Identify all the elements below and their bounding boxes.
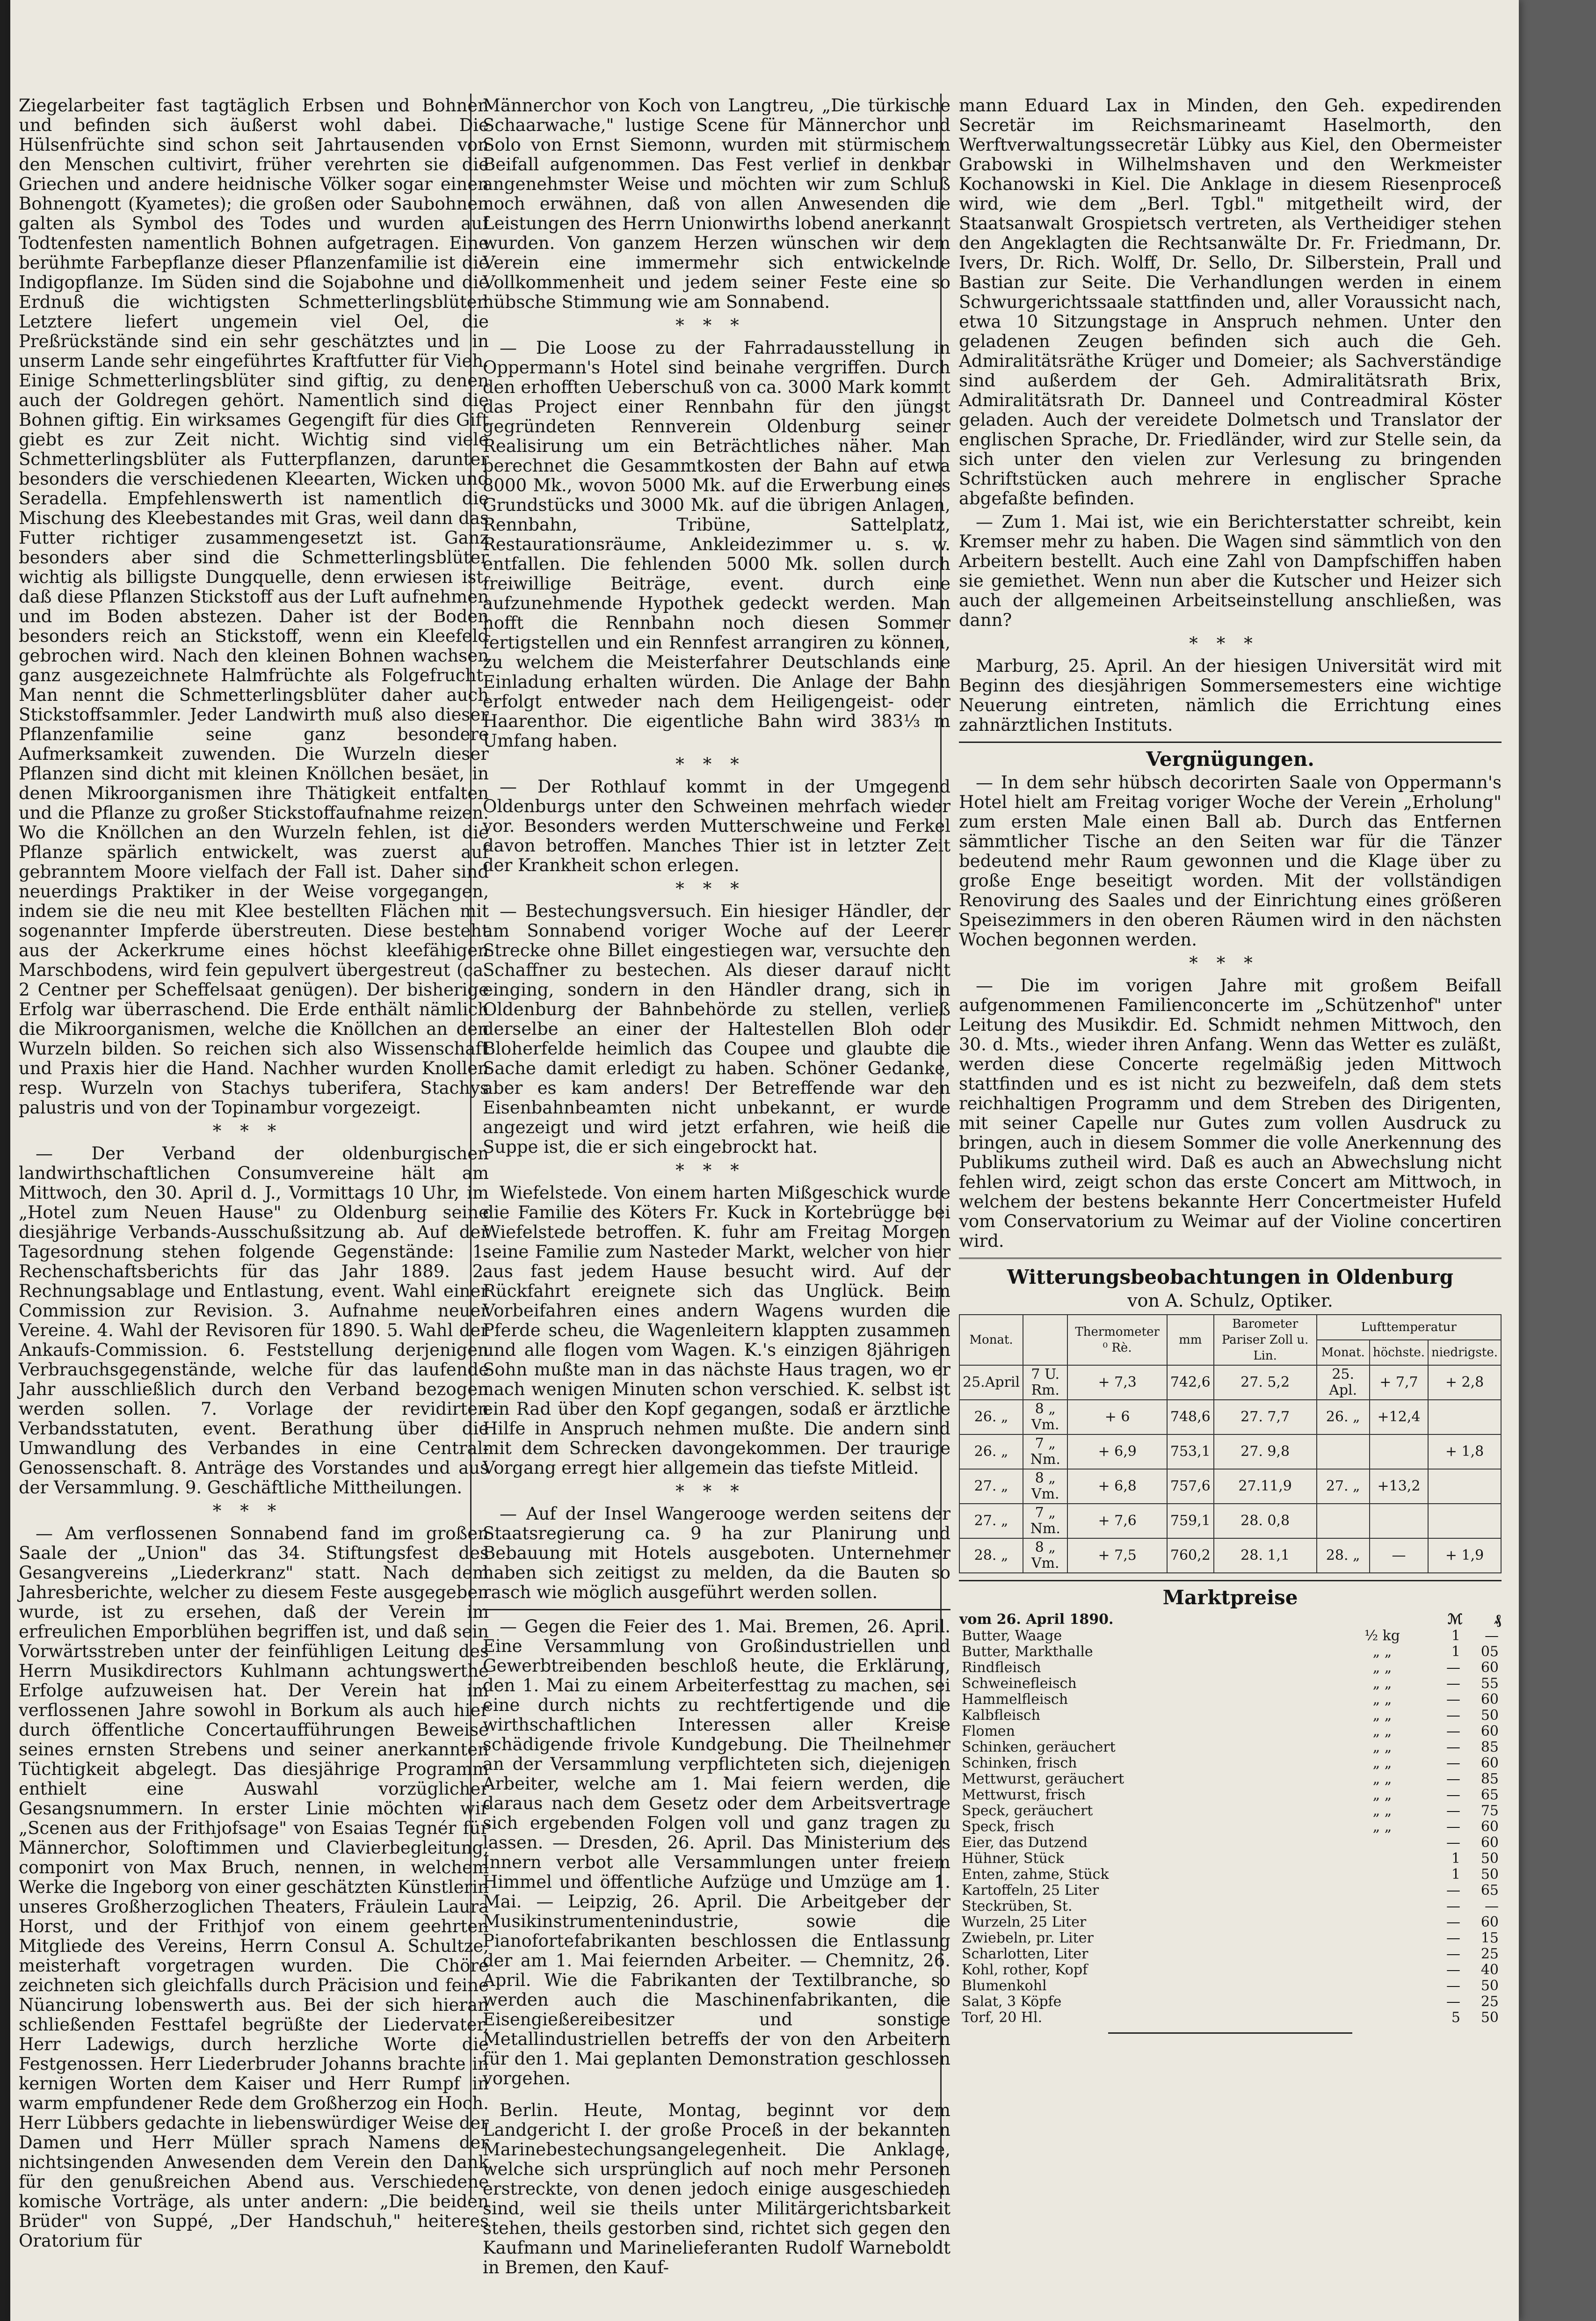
price-item: Kalbfleisch	[962, 1707, 1040, 1724]
separator-stars: ***	[675, 754, 758, 774]
separator-stars: ***	[675, 1160, 758, 1180]
price-item: Hühner, Stück	[962, 1850, 1064, 1867]
weather-cell: + 7,7	[1370, 1365, 1428, 1400]
weather-header-thermometer: Thermometer ⁰ Rè.	[1067, 1315, 1167, 1365]
weather-cell: 8 „ Vm.	[1023, 1538, 1067, 1573]
weather-cell: + 6	[1067, 1400, 1167, 1434]
price-unit	[1340, 1930, 1425, 1946]
price-pfennig: 85	[1480, 1739, 1499, 1755]
separator-stars: ***	[212, 1501, 295, 1521]
price-item: Mettwurst, frisch	[962, 1787, 1086, 1803]
weather-cell: +13,2	[1370, 1469, 1428, 1504]
price-row	[959, 1724, 1502, 1739]
price-item: Steckrüben, St.	[962, 1898, 1073, 1914]
price-item: Butter, Markthalle	[962, 1644, 1093, 1660]
weather-cell: 27.11,9	[1214, 1469, 1317, 1504]
separator-stars: ***	[1189, 633, 1271, 654]
weather-cell: 7 „ Nm.	[1023, 1434, 1067, 1469]
section-rule	[959, 742, 1502, 743]
price-item: Kartoffeln, 25 Liter	[962, 1882, 1099, 1899]
price-item: Mettwurst, geräuchert	[962, 1771, 1124, 1787]
weather-row	[959, 1434, 1501, 1469]
weather-cell: + 2,8	[1428, 1365, 1501, 1400]
weather-cell: 27. „	[1317, 1469, 1370, 1504]
price-mark: —	[1446, 1691, 1460, 1708]
article-wiefelstede: Wiefelstede. Von einem harten Mißgeschick wurde die Familie des Köters Fr. Kuck in Kortebrügge bei Wiefelstede betroffen. K. fuhr am Freitag Morgen seine Familie zum Nasteder Markt, welcher von hier aus fast jedem Hause besucht wird. Auf der Rückfahrt ereignete sich das Unglück. Beim Vorbeifahren eines andern Wagens wurden die Pferde scheu, die Wagenleitern klappten zusammen und alle flogen vom Wagen. K.'s einzigen 8jährigen Sohn mußte man in das nächste Haus tragen, wo er nach wenigen Minuten schon verschied. K. selbst ist ein Rad über den Kopf gegangen, sodaß er ärztliche Hilfe in Anspruch nehmen mußte. Die andern sind mit dem Schrecken davongekommen. Der traurige Vorgang erregt hier allgemein das tiefste Mitleid.	[483, 1183, 950, 1478]
price-unit: „ „	[1372, 1691, 1392, 1708]
weather-cell: + 6,8	[1067, 1469, 1167, 1504]
price-row	[959, 1628, 1502, 1644]
price-item: Schinken, frisch	[962, 1755, 1077, 1771]
weather-cell: 8 „ Vm.	[1023, 1469, 1067, 1504]
price-mark: —	[1446, 1834, 1460, 1851]
price-unit	[1340, 1946, 1425, 1962]
price-mark: 1	[1451, 1644, 1460, 1660]
price-unit	[1340, 1851, 1425, 1867]
price-item: Schinken, geräuchert	[962, 1739, 1116, 1755]
price-unit	[1340, 1914, 1425, 1930]
prices-header-mark: ℳ	[1447, 1611, 1463, 1628]
price-pfennig: 60	[1480, 1723, 1499, 1739]
weather-cell	[1428, 1504, 1501, 1538]
price-mark: —	[1446, 1962, 1460, 1978]
price-row	[959, 1644, 1502, 1660]
weather-header-time	[1023, 1315, 1067, 1365]
section-rule	[959, 1258, 1502, 1261]
price-item: Schweinefleisch	[962, 1675, 1077, 1692]
separator-stars: ***	[675, 879, 758, 899]
weather-cell: + 7,6	[1067, 1504, 1167, 1538]
article-bestechungsversuch: — Bestechungsversuch. Ein hiesiger Händler, der am Sonnabend voriger Woche auf der Leerer Strecke ohne Billet eingestiegen war, versuchte den Schaffner zu bestechen. Als dieser darauf nicht einging, sondern in den Händler drang, sich in Oldenburg der Bahnbehörde zu stellen, verließ derselbe an einer der Haltestellen Bloh oder Bloherfelde heimlich das Coupee und glaubte die Sache damit erledigt zu haben. Schöner Gedanke, aber es kam anders! Der Betreffende war den Eisenbahnbeamten nicht unbekannt, er wurde angezeigt und wird jetzt erfahren, wie heiß die Suppe ist, die er sich eingebrockt hat.	[483, 901, 950, 1157]
weather-cell: 26. „	[1317, 1400, 1370, 1434]
weather-cell: 27. „	[959, 1504, 1023, 1538]
price-mark: —	[1446, 1994, 1460, 2010]
price-unit	[1340, 1867, 1425, 1883]
price-row	[959, 1978, 1502, 1994]
price-unit: „ „	[1372, 1819, 1392, 1835]
price-unit	[1340, 1962, 1425, 1978]
weather-cell: 760,2	[1167, 1538, 1214, 1573]
weather-cell: 28. 0,8	[1214, 1504, 1317, 1538]
price-unit: ⅟₂ kg	[1364, 1628, 1400, 1644]
price-row	[959, 1914, 1502, 1930]
price-unit: „ „	[1372, 1659, 1392, 1676]
price-item: Scharlotten, Liter	[962, 1946, 1088, 1962]
price-pfennig: 55	[1480, 1675, 1499, 1692]
article-berlin-continued: mann Eduard Lax in Minden, den Geh. expedirenden Secretär im Reichsmarineamt Haselmorth, den Werftverwaltungssecretär Lübky aus Kiel, den Obermeister Grabowski in Wilhelmshaven und den Werkmeister Kochanowski in Kiel. Die Anklage in diesem Riesenproceß wird, wie dem „Berl. Tgbl." mitgetheilt wird, der Staatsanwalt Grospietsch vertreten, als Vertheidiger stehen den Angeklagten die Rechtsanwälte Dr. Fr. Friedmann, Dr. Ivers, Dr. Rich. Wolff, Dr. Sello, Dr. Silberstein, Prall und Bastian zur Seite. Die Verhandlungen werden in einem Schwurgerichtssaale stattfinden und, aller Voraussicht nach, etwa 10 Sitzungstage in Anspruch nehmen. Unter den geladenen Zeugen befinden sich auch die Geh. Admiralitätsräthe Krüger und Domeier; als Sachverständige sind außerdem der Geh. Admiralitätsrath Brix, Admiralitätsrath Dr. Danneel und Contreadmiral Köster geladen. Auch der vereidete Dolmetsch und Translator der englischen Sprache, Dr. Friedländer, wird zur Stelle sein, da sich unter den vielen zur Verlesung zu bringenden Schriftstücken auch mehrere in englischer Sprache abgefaßte befinden.	[959, 95, 1502, 509]
price-item: Speck, geräuchert	[962, 1803, 1093, 1819]
weather-cell: 27. „	[959, 1469, 1023, 1504]
price-row	[959, 1867, 1502, 1883]
price-unit: „ „	[1372, 1723, 1392, 1739]
article-feier-1-mai: — Gegen die Feier des 1. Mai. Bremen, 26. April. Eine Versammlung von Großindustriellen und Gewerbtreibenden beschloß heute, die Erklärung, den 1. Mai zu einem Arbeiterfesttag zu machen, sei eine durch nichts zu rechtfertigende und die wirthschaftlichen Interessen aller Kreise schädigende frivole Kundgebung. Die Theilnehmer an der Versammlung verpflichteten sich, diejenigen Arbeiter, welche am 1. Mai feiern werden, die daraus nach dem Gesetz oder dem Arbeitsvertrage sich ergebenden Folgen voll und ganz tragen zu lassen. — Dresden, 26. April. Das Ministerium des Innern verbot alle Versammlungen unter freiem Himmel und öffentliche Aufzüge und Umzüge am 1. Mai. — Leipzig, 26. April. Die Arbeitgeber der Musikinstrumentenindustrie, sowie die Pianofortefabrikanten beschlossen die Entlassung der am 1. Mai feiernden Arbeiter. — Chemnitz, 26. April. Wie die Fabrikanten der Textilbranche, so werden auch die Maschinenfabrikanten, die Eisengießereibesitzer und sonstige Metallindustriellen betreffs der von den Arbeitern für den 1. Mai geplanten Demonstration geschlossen vorgehen.	[483, 1616, 950, 2088]
price-pfennig: 60	[1480, 1819, 1499, 1835]
prices-header-pfennig: ₰	[1494, 1611, 1501, 1628]
price-item: Butter, Waage	[962, 1628, 1062, 1644]
weather-cell: +12,4	[1370, 1400, 1428, 1434]
price-unit: „ „	[1372, 1771, 1392, 1787]
price-item: Blumenkohl	[962, 1978, 1047, 1994]
price-item: Kohl, rother, Kopf	[962, 1962, 1088, 1978]
price-row	[959, 1692, 1502, 1708]
price-mark: —	[1446, 1803, 1460, 1819]
price-mark: —	[1446, 1707, 1460, 1724]
price-mark: —	[1446, 1739, 1460, 1755]
price-pfennig: 25	[1480, 1946, 1499, 1962]
weather-cell: 748,6	[1167, 1400, 1214, 1434]
price-row	[959, 1946, 1502, 1962]
weather-header-lufttemperatur: Lufttemperatur	[1317, 1315, 1502, 1340]
price-item: Eier, das Dutzend	[962, 1834, 1088, 1851]
price-unit: „ „	[1372, 1707, 1392, 1724]
price-row	[959, 1835, 1502, 1851]
article-berlin-proceß: Berlin. Heute, Montag, beginnt vor dem Landgericht I. der große Proceß in der bekannten Marinebestechungsangelegenheit. Die Anklage, welche sich ursprünglich auf noch mehr Personen erstreckte, von denen jedoch einige ausgeschieden sind, weil sie theils unter Militärgerichtsbarkeit stehen, theils gestorben sind, richtet sich gegen den Kaufmann und Marinelieferanten Rudolf Warneboldt in Bremen, den Kauf-	[483, 2100, 950, 2277]
price-item: Torf, 20 Hl.	[962, 2009, 1043, 2026]
weather-cell: 27. 9,8	[1214, 1434, 1317, 1469]
weather-cell: + 1,9	[1428, 1538, 1501, 1573]
weather-cell: 25.April	[959, 1365, 1023, 1400]
weather-cell: 7 „ Nm.	[1023, 1504, 1067, 1538]
price-unit	[1340, 1978, 1425, 1994]
price-pfennig: 50	[1480, 1866, 1499, 1883]
weather-cell: 742,6	[1167, 1365, 1214, 1400]
price-pfennig: 50	[1480, 2009, 1499, 2026]
article-liederkranz: — Am verflossenen Sonnabend fand im großen Saale der „Union" das 34. Stiftungsfest des Gesangvereins „Liederkranz" statt. Nach dem Jahresberichte, welcher zu diesem Feste ausgegeben wurde, ist zu ersehen, daß der Verein im erfreulichen Emporblühen begriffen ist, und daß sein Vorwärtsstreben unter der feinfühligen Leitung des Herrn Musikdirectors Kuhlmann achtungswerthe Erfolge aufzuweisen hat. Der Verein hat im verflossenen Jahre sowohl in Borkum als auch hier durch öffentliche Concertaufführungen Beweise seines ernsten Strebens und seiner anerkannten Tüchtigkeit abgelegt. Das diesjährige Programm enthielt eine Auswahl vorzüglicher Gesangsnummern. In erster Linie möchten wir „Scenen aus der Frithjofsage" von Esaias Tegnér für Männerchor, Soloftimmen und Clavierbegleitung, componirt von Max Bruch, nennen, in welchem Werke die Ingeborg von einer geschätzten Künstlerin unseres Großherzoglichen Theaters, Fräulein Laura Horst, und der Frithjof von einem geehrten Mitgliede des Vereins, Herrn Consul A. Schultze, meisterhaft vorgetragen wurden. Die Chöre zeichneten sich gleichfalls durch Präcision und feine Nüancirung lobenswerth aus. Bei der sich hieran schließenden Festtafel begrüßte der Liedervater, Herr Ladewigs, durch herzliche Worte die Festgenossen. Herr Liederbruder Johanns brachte in kernigen Worten dem Kaiser und Herr Rumpf in warm empfundener Rede dem Großherzog ein Hoch. Herr Lübbers gedachte in liebenswürdiger Weise der Damen und Herr Müller sprach Namens der nichtsingenden Anwesenden dem Verein den Dank für den genußreichen Abend aus. Verschiedene komische Vorträge, als unter andern: „Die beiden Brüder" von Suppé, „Der Handschuh," heiteres Oratorium für	[19, 1523, 489, 2251]
article-verband-consumvereine: — Der Verband der oldenburgischen landwirthschaftlichen Consumvereine hält am Mittwoch, den 30. April d. J., Vormittags 10 Uhr, im „Hotel zum Neuen Hause" zu Oldenburg seine diesjährige Verbands-Ausschußsitzung ab. Auf der Tagesordnung stehen folgende Gegenstände: 1. Rechenschaftsberichts für das Jahr 1889. 2. Rechnungsablage und Entlastung, event. Wahl einer Commission zur Revision. 3. Aufnahme neuer Vereine. 4. Wahl der Revisoren für 1890. 5. Wahl der Ankaufs-Commission. 6. Feststellung derjenigen Verbrauchsgegenstände, welche für das laufende Jahr ausschließlich durch den Verband bezogen werden sollen. 7. Vorlage der revidirten Verbandsstatuten, event. Berathung über die Umwandlung des Verbandes in eine Central-Genossenschaft. 8. Anträge des Vorstandes und aus der Versammlung. 9. Geschäftliche Mittheilungen.	[19, 1143, 489, 1498]
prices-table	[959, 1611, 1502, 2026]
price-pfennig: —	[1485, 1628, 1499, 1644]
weather-cell	[1370, 1504, 1428, 1538]
price-unit: „ „	[1372, 1675, 1392, 1692]
weather-cell	[1370, 1434, 1428, 1469]
price-row	[959, 1787, 1502, 1803]
price-mark: —	[1446, 1659, 1460, 1676]
weather-cell: 28. „	[1317, 1538, 1370, 1573]
price-mark: —	[1446, 1930, 1460, 1946]
price-row	[959, 1803, 1502, 1819]
price-unit: „ „	[1372, 1755, 1392, 1771]
weather-cell: 27. 7,7	[1214, 1400, 1317, 1434]
price-pfennig: 15	[1480, 1930, 1499, 1946]
column-1	[19, 95, 489, 2251]
price-unit: „ „	[1372, 1739, 1392, 1755]
price-row	[959, 2010, 1502, 2026]
price-row	[959, 1962, 1502, 1978]
price-row	[959, 1899, 1502, 1914]
price-pfennig: 65	[1480, 1787, 1499, 1803]
price-item: Salat, 3 Köpfe	[962, 1994, 1062, 2010]
weather-header-mm: mm	[1167, 1315, 1214, 1365]
price-pfennig: 65	[1480, 1882, 1499, 1899]
price-row	[959, 1994, 1502, 2010]
price-pfennig: —	[1485, 1898, 1499, 1914]
price-row	[959, 1676, 1502, 1692]
section-rule	[959, 1580, 1502, 1581]
price-pfennig: 60	[1480, 1755, 1499, 1771]
article-liederkranz-continued: Männerchor von Koch von Langtreu, „Die türkische Schaarwache," lustige Scene für Männerchor und Solo von Ernst Siemonn, wurden mit stürmischem Beifall aufgenommen. Das Fest verlief in denkbar angenehmster Weise und möchten wir zum Schluß noch erwähnen, daß von allen Anwesenden die Leistungen des Herrn Unionwirths lobend anerkannt wurden. Von ganzem Herzen wünschen wir dem Verein eine immermehr sich entwickelnde Vollkommenheit und jedem seiner Feste eine so hübsche Stimmung wie am Sonnabend.	[483, 95, 950, 312]
price-unit: „ „	[1372, 1803, 1392, 1819]
weather-row	[959, 1504, 1501, 1538]
price-item: Enten, zahme, Stück	[962, 1866, 1109, 1883]
price-unit	[1340, 1994, 1425, 2010]
price-mark: —	[1446, 1771, 1460, 1787]
prices-end-rule	[1108, 2032, 1352, 2034]
price-mark: 5	[1451, 2009, 1460, 2026]
newspaper-page	[10, 0, 1519, 2321]
price-mark: —	[1446, 1882, 1460, 1899]
article-erholung-ball: — In dem sehr hübsch decorirten Saale von Oppermann's Hotel hielt am Freitag voriger Woche der Verein „Erholung" zum ersten Male einen Ball ab. Durch das Entfernen sämmtlicher Tische an den Seiten war für die Tänzer bedeutend mehr Raum gewonnen und die Klage über zu große Enge beseitigt worden. Mit der vollständigen Renovirung des Saales und der Einrichtung eines größeren Speisezimmers in den oberen Räumen wird in den nächsten Wochen begonnen werden.	[959, 772, 1502, 950]
weather-cell: —	[1370, 1538, 1428, 1573]
price-mark: —	[1446, 1946, 1460, 1962]
article-marburg: Marburg, 25. April. An der hiesigen Universität wird mit Beginn des diesjährigen Sommersemesters eine wichtige Neuerung eintreten, nämlich die Errichtung eines zahnärztlichen Instituts.	[959, 656, 1502, 735]
price-mark: —	[1446, 1755, 1460, 1771]
price-mark: —	[1446, 1787, 1460, 1803]
price-item: Rindfleisch	[962, 1659, 1041, 1676]
weather-header-month: Monat.	[959, 1315, 1023, 1365]
article-huelsenfruechte: Ziegelarbeiter fast tagtäglich Erbsen und Bohnen und befinden sich äußerst wohl dabei. Die Hülsenfrüchte sind schon seit Jahrtausenden von den Menschen cultivirt, früher verehrten sie die Griechen und andere heidnische Völker sogar einen Bohnengott (Kyametes); die großen oder Saubohnen galten als Symbol des Todes und wurden auf Todtenfesten namentlich Bohnen aufgetragen. Eine berühmte Farbepflanze dieser Pflanzenfamilie ist die Indigopflanze. Im Süden sind die Sojabohne und die Erdnuß die wichtigsten Schmetterlingsblüter. Letztere liefert ungemein viel Oel, die Preßrückstände sind ein sehr geschätztes und in unserm Lande sehr eingeführtes Kraftfutter für Vieh. Einige Schmetterlingsblüter sind giftig, zu denen auch der Goldregen gehört. Namentlich sind die Bohnen giftig. Ein wirksames Gegengift für dies Gift giebt es zur Zeit nicht. Wichtig sind viele Schmetterlingsblüter als Futterpflanzen, darunter besonders die verschiedenen Kleearten, Wicken und Seradella. Empfehlenswerth ist namentlich die Mischung des Kleebestandes mit Gras, weil dann das Futter richtiger zusammengesetzt ist. Ganz besonders aber sind die Schmetterlingsblüter wichtig als billigste Dungquelle, denn erwiesen ist, daß diese Pflanzen Stickstoff aus der Luft aufnehmen und im Boden abstezen. Daher ist der Boden besonders reich an Stickstoff, wenn ein Kleefeld gebrochen wird. Nach den kleinen Bohnen wachsen ganz ausgezeichnete Halmfrüchte als Folgefrucht. Man nennt die Schmetterlingsblüter daher auch Stickstoffsammler. Jeder Landwirth muß also dieser Pflanzenfamilie seine ganz besondere Aufmerksamkeit zuwenden. Die Wurzeln dieser Pflanzen sind dicht mit kleinen Knöllchen besäet, in denen Mikroorganismen ihre Thätigkeit entfalten und die Pflanze zu großer Stickstoffaufnahme reizen. Wo die Knöllchen an den Wurzeln fehlen, ist die Pflanze spärlich entwickelt, was zuerst auf gebranntem Moore vielfach der Fall ist. Daher sind neuerdings Praktiker in der Weise vorgegangen, indem sie die neu mit Klee bestellten Flächen mit sogenannter Impferde überstreuten. Diese besteht aus der Ackerkrume eines höchst kleefähigen Marschbodens, wird fein gepulvert übergestreut (ca. 2 Centner per Scheffelsaat genügen). Der bisherige Erfolg war überraschend. Die Erde enthält nämlich die Mikroorganismen, welche die Knöllchen an den Wurzeln bilden. So reichen sich also Wissenschaft und Praxis hier die Hand. Nachher wurden Knollen resp. Wurzeln von Stachys tuberifera, Stachys palustris und von der Topinambur vorgezeigt.	[19, 95, 489, 1118]
weather-subtitle: von A. Schulz, Optiker.	[1127, 1290, 1333, 1311]
price-unit: „ „	[1372, 1787, 1392, 1803]
price-item: Speck, frisch	[962, 1819, 1055, 1835]
price-row	[959, 1755, 1502, 1771]
price-item: Zwiebeln, pr. Liter	[962, 1930, 1094, 1946]
weather-cell: 753,1	[1167, 1434, 1214, 1469]
price-item: Flomen	[962, 1723, 1015, 1739]
weather-cell: + 6,9	[1067, 1434, 1167, 1469]
price-pfennig: 40	[1480, 1962, 1499, 1978]
section-rule	[483, 1609, 950, 1610]
weather-table	[959, 1314, 1502, 1573]
column-2	[483, 95, 950, 2277]
weather-row	[959, 1538, 1501, 1573]
weather-cell: + 1,8	[1428, 1434, 1501, 1469]
price-unit	[1340, 1899, 1425, 1914]
price-mark: 1	[1451, 1866, 1460, 1883]
price-pfennig: 05	[1480, 1644, 1499, 1660]
price-item: Hammelfleisch	[962, 1691, 1068, 1708]
prices-title: Marktpreise	[1162, 1586, 1298, 1609]
separator-stars: ***	[675, 1481, 758, 1501]
price-unit: „ „	[1372, 1644, 1392, 1660]
weather-cell: 8 „ Vm.	[1023, 1400, 1067, 1434]
price-pfennig: 60	[1480, 1834, 1499, 1851]
weather-cell	[1428, 1400, 1501, 1434]
weather-cell: + 7,5	[1067, 1538, 1167, 1573]
separator-stars: ***	[1189, 953, 1271, 973]
price-mark: —	[1446, 1914, 1460, 1930]
price-pfennig: 50	[1480, 1978, 1499, 1994]
price-pfennig: 25	[1480, 1994, 1499, 2010]
article-wangerooge: — Auf der Insel Wangerooge werden seitens der Staatsregierung ca. 9 ha zur Planirung und Bebauung mit Hotels ausgeboten. Unternehmer haben sich zeitigst zu melden, da die Bauten so rasch wie möglich ausgeführt werden sollen.	[483, 1504, 950, 1602]
price-pfennig: 60	[1480, 1659, 1499, 1676]
article-1-mai-kremser: — Zum 1. Mai ist, wie ein Berichterstatter schreibt, kein Kremser mehr zu haben. Die Wagen sind sämmtlich von den Arbeitern bestellt. Auch eine Zahl von Dampfschiffen haben sie gemiethet. Wenn nun aber die Kutscher und Heizer sich auch der allgemeinen Arbeitseinstellung anschließen, was dann?	[959, 512, 1502, 630]
price-mark: —	[1446, 1898, 1460, 1914]
prices-header-unit	[1340, 1611, 1425, 1628]
weather-cell: 26. „	[959, 1400, 1023, 1434]
article-familienconcerte: — Die im vorigen Jahre mit großem Beifall aufgenommenen Familienconcerte im „Schützenhof" unter Leitung des Musikdir. Ed. Schmidt nehmen Mittwoch, den 30. d. Mts., wieder ihren Anfang. Wenn das Wetter es zuläßt, werden diese Concerte regelmäßig jeden Mittwoch stattfinden und es ist nicht zu bezweifeln, daß dem stets reichhaltigen Programm und dem Streben des Dirigenten, mit seiner Capelle nur Gutes zum vollen Ausdruck zu bringen, auch in diesem Sommer die volle Anerkennung des Publikums zutheil wird. Daß es auch an Abwechslung nicht fehlen wird, zeigt schon das erste Concert am Mittwoch, in welchem der bestens bekannte Herr Concertmeister Hufeld vom Conservatorium zu Weimar auf der Violine concertiren wird.	[959, 975, 1502, 1251]
price-mark: —	[1446, 1723, 1460, 1739]
weather-header-max: höchste.	[1370, 1340, 1428, 1365]
prices-subtitle: vom 26. April 1890.	[959, 1611, 1114, 1628]
price-mark: —	[1446, 1819, 1460, 1835]
weather-header-min: niedrigste.	[1428, 1340, 1501, 1365]
price-mark: 1	[1451, 1628, 1460, 1644]
price-unit	[1340, 1883, 1425, 1899]
price-pfennig: 50	[1480, 1707, 1499, 1724]
weather-cell: 26. „	[959, 1434, 1023, 1469]
weather-row	[959, 1365, 1501, 1400]
weather-cell	[1317, 1504, 1370, 1538]
weather-cell: 25. Apl.	[1317, 1365, 1370, 1400]
weather-cell: 27. 5,2	[1214, 1365, 1317, 1400]
price-row	[959, 1739, 1502, 1755]
price-row	[959, 1660, 1502, 1676]
weather-cell: 757,6	[1167, 1469, 1214, 1504]
price-mark: —	[1446, 1675, 1460, 1692]
weather-cell: 7 U. Rm.	[1023, 1365, 1067, 1400]
price-pfennig: 60	[1480, 1914, 1499, 1930]
price-pfennig: 60	[1480, 1691, 1499, 1708]
previous-page-edge	[0, 0, 10, 2321]
price-item: Wurzeln, 25 Liter	[962, 1914, 1087, 1930]
section-title-vergnuegungen: Vergnügungen.	[1146, 748, 1314, 771]
weather-cell: 759,1	[1167, 1504, 1214, 1538]
price-pfennig: 85	[1480, 1771, 1499, 1787]
price-row	[959, 1771, 1502, 1787]
price-row	[959, 1819, 1502, 1835]
weather-header-barometer: Barometer Pariser Zoll u. Lin.	[1214, 1315, 1317, 1365]
weather-title: Witterungsbeobachtungen in Oldenburg	[1007, 1266, 1454, 1288]
weather-cell	[1317, 1434, 1370, 1469]
price-row	[959, 1708, 1502, 1724]
price-pfennig: 75	[1480, 1803, 1499, 1819]
price-pfennig: 50	[1480, 1850, 1499, 1867]
price-unit	[1340, 2010, 1425, 2026]
price-mark: —	[1446, 1978, 1460, 1994]
weather-header-month-2: Monat.	[1317, 1340, 1370, 1365]
price-unit	[1340, 1835, 1425, 1851]
price-row	[959, 1883, 1502, 1899]
weather-cell: + 7,3	[1067, 1365, 1167, 1400]
article-fahrradausstellung: — Die Loose zu der Fahrradausstellung in Oppermann's Hotel sind beinahe vergriffen. Durch den erhofften Ueberschuß von ca. 3000 Mark kommt das Project einer Rennbahn für den jüngst gegründeten Rennverein Oldenburg seiner Realisirung um ein Beträchtliches näher. Man berechnet die Gesammtkosten der Bahn auf etwa 8000 Mk., wovon 5000 Mk. auf die Erwerbung eines Grundstücks und 3000 Mk. auf die übrigen Anlagen, Rennbahn, Tribüne, Sattelplatz, Restaurationsräume, Ankleidezimmer u. s. w. entfallen. Die fehlenden 5000 Mk. sollen durch freiwillige Beiträge, event. durch eine aufzunehmende Hypothek gedeckt werden. Man hofft die Rennbahn noch diesen Sommer fertigstellen und ein Rennfest arrangiren zu können, zu welchem die Meisterfahrer Deutschlands eine Einladung erhalten würden. Die Anlage der Bahn erfolgt entweder nach dem Heiligengeist- oder Haarenthor. Die eigentliche Bahn wird 383⅓ m Umfang haben.	[483, 338, 950, 751]
weather-row	[959, 1400, 1501, 1434]
weather-cell	[1428, 1469, 1501, 1504]
weather-cell: 28. 1,1	[1214, 1538, 1317, 1573]
column-3	[959, 96, 1502, 2229]
price-row	[959, 1851, 1502, 1867]
separator-stars: ***	[212, 1121, 295, 1141]
separator-stars: ***	[675, 315, 758, 335]
price-mark: 1	[1451, 1850, 1460, 1867]
price-row	[959, 1930, 1502, 1946]
article-rothlauf: — Der Rothlauf kommt in der Umgegend Oldenburgs unter den Schweinen mehrfach wieder vor. Besonders werden Mutterschweine und Ferkel davon betroffen. Manches Thier ist in letzter Zeit der Krankheit schon erlegen.	[483, 777, 950, 875]
weather-row	[959, 1469, 1501, 1504]
weather-cell: 28. „	[959, 1538, 1023, 1573]
